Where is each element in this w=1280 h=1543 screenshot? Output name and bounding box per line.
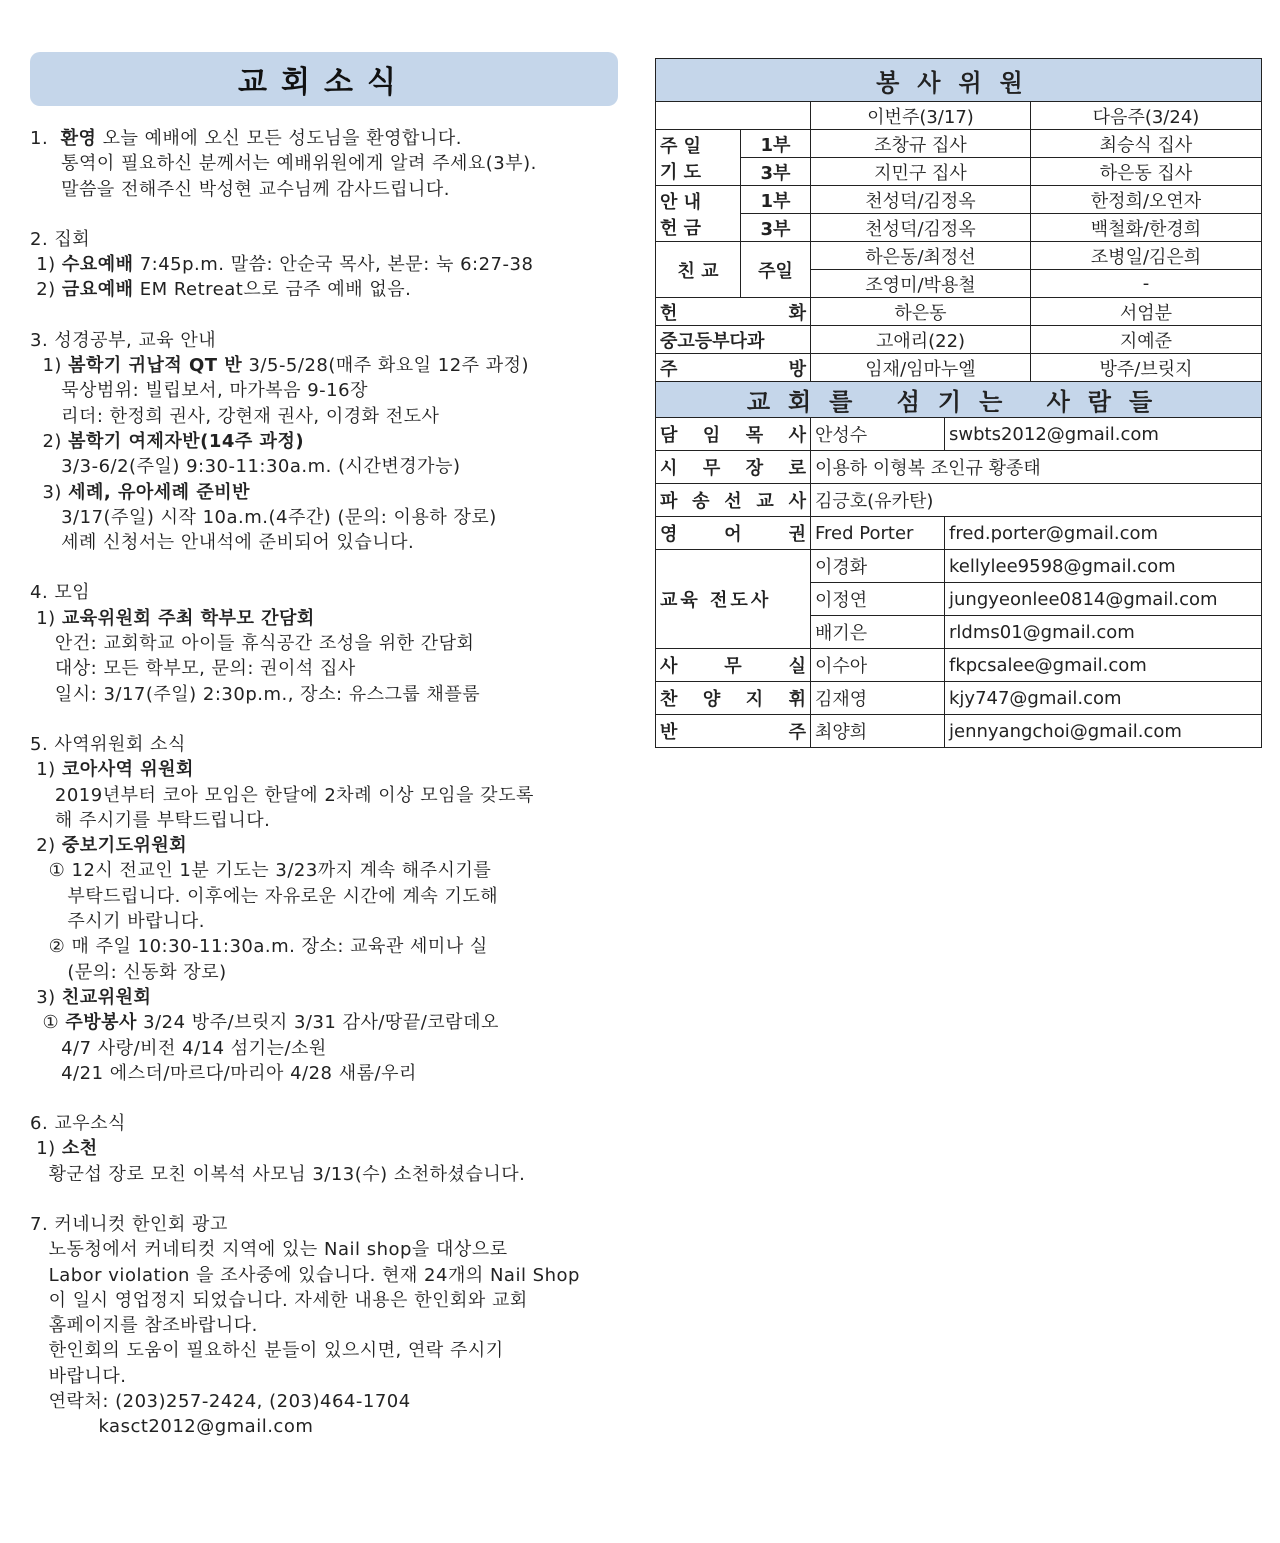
staff-role-char: 교 <box>756 491 774 512</box>
news-section <box>30 328 645 556</box>
edu-email-1: kellylee9598@gmail.com <box>945 550 1262 583</box>
news-line <box>30 960 645 985</box>
staff-role-label <box>656 649 811 682</box>
usher-1-this: 천성덕/김정옥 <box>811 186 1031 214</box>
news-line <box>30 1237 645 1262</box>
staff-role-char: 파 <box>660 491 678 512</box>
news-line-text: Labor violation 을 조사중에 있습니다. 현재 24개의 Nail Shop <box>30 1264 580 1286</box>
news-section <box>30 1212 645 1440</box>
news-line-heading: 수요예배 <box>61 254 134 276</box>
staff-role-label <box>656 682 811 715</box>
news-line <box>30 606 645 631</box>
news-line <box>30 328 645 353</box>
edu-name-3: 배기은 <box>811 616 945 649</box>
prayer-label <box>656 130 741 186</box>
news-line <box>30 1338 645 1363</box>
staff-name: 김긍호(유카탄) <box>811 484 1262 517</box>
news-section <box>30 732 645 1086</box>
news-line-text: 리더: 한정희 권사, 강현재 권사, 이경화 전도사 <box>30 405 440 427</box>
staff-role-char: 임 <box>702 425 721 446</box>
news-line-text: 2) <box>30 279 62 301</box>
news-line <box>30 1212 645 1237</box>
staff-role-char: 사 <box>660 656 678 677</box>
staff-row <box>656 484 1262 517</box>
staff-email: swbts2012@gmail.com <box>945 418 1262 451</box>
news-line-text: 바랍니다. <box>30 1365 127 1387</box>
news-line-rest: 7:45p.m. 말씀: 안순국 목사, 본문: 눅 6:27-38 <box>133 254 534 276</box>
news-line-heading: 금요예배 <box>61 279 134 301</box>
news-line-text: 대상: 모든 학부모, 문의: 권이석 집사 <box>30 658 356 680</box>
usher-label <box>656 186 741 242</box>
fellowship-1-this: 하은동/최정선 <box>811 242 1031 270</box>
staff-role-char: 사 <box>788 425 806 446</box>
news-line <box>30 909 645 934</box>
staff-name: 김재영 <box>811 682 945 715</box>
news-line-text: ① 12시 전교인 1분 기도는 3/23까지 계속 해주시기를 <box>30 860 492 882</box>
staff-email: jennyangchoi@gmail.com <box>945 715 1262 748</box>
staff-email: fkpcsalee@gmail.com <box>945 649 1262 682</box>
staff-row <box>656 418 1262 451</box>
staff-name: 최양희 <box>811 715 945 748</box>
staff-role-char: 휘 <box>788 689 806 710</box>
fellowship-2-this: 조영미/박용철 <box>811 270 1031 298</box>
news-line-text: 세례 신청서는 안내석에 준비되어 있습니다. <box>30 532 415 554</box>
news-line-heading: 소천 <box>61 1138 98 1160</box>
news-line-text: 4. 모임 <box>30 582 91 604</box>
news-line-heading: 친교위원회 <box>61 986 152 1008</box>
staff-name: 이수아 <box>811 649 945 682</box>
staff-role-char: 목 <box>745 425 764 446</box>
edu-email-2: jungyeonlee0814@gmail.com <box>945 583 1262 616</box>
staff-row <box>656 715 1262 748</box>
fellowship-label: 친 교 <box>656 242 741 298</box>
staff-role-char: 양 <box>702 689 721 710</box>
flower-label-b: 화 <box>788 302 806 324</box>
right-column <box>655 58 1261 748</box>
news-line-text: 연락처: (203)257-2424, (203)464-1704 <box>30 1391 411 1413</box>
flower-this: 하은동 <box>811 298 1031 326</box>
news-line-text: 7. 커네니컷 한인회 광고 <box>30 1213 228 1235</box>
news-section <box>30 227 645 303</box>
news-line <box>30 1364 645 1389</box>
news-line <box>30 732 645 757</box>
news-line <box>30 353 645 378</box>
news-line <box>30 1010 645 1035</box>
service-committee-table <box>655 58 1262 382</box>
news-line-text: 한인회의 도움이 필요하신 분들이 있으시면, 연락 주시기 <box>30 1340 504 1362</box>
staff-role-label <box>656 418 811 451</box>
news-line <box>30 1111 645 1136</box>
staff-row <box>656 649 1262 682</box>
church-news-title: 교회소식 <box>30 52 618 106</box>
news-line-text: 이 일시 영업정지 되었습니다. 자세한 내용은 한인회와 교회 <box>30 1289 528 1311</box>
staff-table <box>655 382 1262 748</box>
prayer-1-next: 최승식 집사 <box>1031 130 1262 158</box>
news-line <box>30 682 645 707</box>
staff-role-char: 로 <box>788 458 806 479</box>
staff-email: fred.porter@gmail.com <box>945 517 1262 550</box>
church-news-column <box>30 52 645 1440</box>
news-line <box>30 378 645 403</box>
staff-role-char: 무 <box>724 656 742 677</box>
news-line-text: 3. 성경공부, 교육 안내 <box>30 329 217 351</box>
staff-role-label <box>656 517 811 550</box>
staff-role-char: 반 <box>660 722 678 743</box>
news-line-text: 1) <box>30 355 69 377</box>
news-line <box>30 480 645 505</box>
news-sections <box>30 126 645 1440</box>
youth-this: 고애리(22) <box>811 326 1031 354</box>
staff-role-char: 주 <box>788 722 806 743</box>
news-line-text: 2) <box>30 835 62 857</box>
staff-title: 교회를 섬기는 사람들 <box>656 382 1262 418</box>
staff-name: Fred Porter <box>811 517 945 550</box>
news-line <box>30 580 645 605</box>
news-line <box>30 505 645 530</box>
news-line <box>30 1288 645 1313</box>
edu-pastor-label: 교육 전도사 <box>656 550 811 649</box>
news-line <box>30 985 645 1010</box>
news-line-heading: 코아사역 위원회 <box>61 759 194 781</box>
news-line <box>30 429 645 454</box>
news-line-heading: 중보기도위원회 <box>61 835 188 857</box>
flower-label-a: 헌 <box>660 302 678 324</box>
news-line <box>30 404 645 429</box>
news-line-text: kasct2012@gmail.com <box>30 1416 314 1438</box>
news-line-text: 3/17(주일) 시작 10a.m.(4주간) (문의: 이용하 장로) <box>30 506 497 528</box>
news-line <box>30 454 645 479</box>
news-line-text: (문의: 신동화 장로) <box>30 961 227 983</box>
news-line <box>30 858 645 883</box>
news-line-text: 2) <box>30 430 69 452</box>
news-line <box>30 177 645 202</box>
prayer-label-line1: 주 일 <box>660 135 702 157</box>
staff-role-char: 어 <box>724 524 742 545</box>
usher-1-next: 한정희/오연자 <box>1031 186 1262 214</box>
fellowship-sub-label: 주일 <box>741 242 811 298</box>
next-week-header: 다음주(3/24) <box>1031 102 1262 130</box>
prayer-1-this: 조창규 집사 <box>811 130 1031 158</box>
usher-label-line1: 안 내 <box>660 191 702 213</box>
edu-email-3: rldms01@gmail.com <box>945 616 1262 649</box>
news-line-text: 3/3-6/2(주일) 9:30-11:30a.m. (시간변경가능) <box>30 456 461 478</box>
news-line <box>30 884 645 909</box>
news-line-text: 안건: 교회학교 아이들 휴식공간 조성을 위한 간담회 <box>30 633 475 655</box>
news-line-text: ② 매 주일 10:30-11:30a.m. 장소: 교육관 세미나 실 <box>30 936 488 958</box>
prayer-3-this: 지민구 집사 <box>811 158 1031 186</box>
staff-role-char: 실 <box>788 656 806 677</box>
youth-next: 지예준 <box>1031 326 1262 354</box>
news-line-text: 묵상범위: 빌립보서, 마가복음 9-16장 <box>30 380 368 402</box>
news-line-text: 부탁드립니다. 이후에는 자유로운 시간에 계속 기도해 <box>30 885 499 907</box>
news-line-rest: 3/24 방주/브릿지 3/31 감사/땅끝/코람데오 <box>136 1012 499 1034</box>
news-line-heading: 환영 <box>60 128 97 149</box>
news-line <box>30 252 645 277</box>
usher-label-line2: 헌 금 <box>660 217 702 239</box>
fellowship-2-next: - <box>1031 270 1262 298</box>
news-line <box>30 1414 645 1439</box>
kitchen-label <box>656 354 811 382</box>
news-line-text: 2019년부터 코아 모임은 한달에 2차례 이상 모임을 갖도록 <box>30 784 534 806</box>
edu-name-2: 이정연 <box>811 583 945 616</box>
staff-name: 이용하 이형복 조인규 황종태 <box>811 451 1262 484</box>
news-line <box>30 757 645 782</box>
news-line <box>30 631 645 656</box>
news-line-text: 2. 집회 <box>30 228 91 250</box>
news-line-heading: 세례, 유아세례 준비반 <box>68 481 251 503</box>
usher-1-label: 1부 <box>741 186 811 214</box>
news-line-text: 노동청에서 커네티컷 지역에 있는 Nail shop을 대상으로 <box>30 1239 508 1261</box>
news-line <box>30 126 645 151</box>
news-line-text: 황군섭 장로 모친 이복석 사모님 3/13(수) 소천하셨습니다. <box>30 1163 526 1185</box>
news-line-text: ① <box>30 1012 66 1034</box>
kitchen-label-a: 주 <box>660 358 678 380</box>
staff-row <box>656 517 1262 550</box>
news-line-text: 1) <box>30 1138 62 1160</box>
service-committee-title: 봉사위원 <box>656 59 1262 102</box>
fellowship-1-next: 조병일/김은희 <box>1031 242 1262 270</box>
edu-name-1: 이경화 <box>811 550 945 583</box>
staff-role-char: 송 <box>692 491 710 512</box>
news-line-text: 4/21 에스더/마르다/마리아 4/28 새롬/우리 <box>30 1062 417 1084</box>
this-week-header: 이번주(3/17) <box>811 102 1031 130</box>
flower-next: 서엄분 <box>1031 298 1262 326</box>
news-line <box>30 530 645 555</box>
staff-name: 안성수 <box>811 418 945 451</box>
news-line <box>30 1389 645 1414</box>
news-line <box>30 833 645 858</box>
staff-role-label <box>656 451 811 484</box>
flower-label <box>656 298 811 326</box>
youth-refreshment-label: 중고등부다과 <box>656 326 811 354</box>
staff-role-char: 권 <box>788 524 806 545</box>
news-line-heading: 교육위원회 주최 학부모 간담회 <box>61 607 315 629</box>
news-line-text: 1) <box>30 759 62 781</box>
news-line-text: 1) <box>30 607 62 629</box>
news-line <box>30 1263 645 1288</box>
news-line-text: 해 주시기를 부탁드립니다. <box>30 809 271 831</box>
news-line-text: 말씀을 전해주신 박성현 교수님께 감사드립니다. <box>30 178 450 200</box>
news-line-text: 홈페이지를 참조바랍니다. <box>30 1315 258 1337</box>
kitchen-label-b: 방 <box>788 358 806 380</box>
news-line-text: 1. <box>30 128 61 149</box>
staff-row <box>656 682 1262 715</box>
news-line <box>30 934 645 959</box>
news-line-heading: 주방봉사 <box>65 1012 137 1034</box>
news-line <box>30 1162 645 1187</box>
news-line-rest: 3/5-5/28(매주 화요일 12주 과정) <box>242 355 530 377</box>
news-line-text: 통역이 필요하신 분께서는 예배위원에게 알려 주세요(3부). <box>30 153 537 175</box>
kitchen-next: 방주/브릿지 <box>1031 354 1262 382</box>
staff-role-char: 지 <box>745 689 764 710</box>
news-line-text: 일시: 3/17(주일) 2:30p.m., 장소: 유스그룹 채플룸 <box>30 683 481 705</box>
news-line <box>30 1313 645 1338</box>
usher-3-next: 백철화/한경희 <box>1031 214 1262 242</box>
usher-3-this: 천성덕/김정옥 <box>811 214 1031 242</box>
news-line <box>30 1061 645 1086</box>
news-line <box>30 1036 645 1061</box>
staff-email: kjy747@gmail.com <box>945 682 1262 715</box>
staff-role-char: 무 <box>702 458 721 479</box>
staff-row <box>656 451 1262 484</box>
news-line <box>30 1136 645 1161</box>
service-3-label: 3부 <box>741 158 811 186</box>
usher-3-label: 3부 <box>741 214 811 242</box>
news-line-text: 5. 사역위원회 소식 <box>30 733 186 755</box>
news-line-text: 주시기 바랍니다. <box>30 911 205 933</box>
staff-role-label <box>656 715 811 748</box>
news-section <box>30 580 645 706</box>
staff-role-label <box>656 484 811 517</box>
staff-role-char: 담 <box>660 425 678 446</box>
news-line <box>30 227 645 252</box>
news-line <box>30 277 645 302</box>
staff-role-char: 시 <box>660 458 678 479</box>
news-line-text: 6. 교우소식 <box>30 1113 126 1135</box>
kitchen-this: 임재/임마누엘 <box>811 354 1031 382</box>
staff-role-char: 장 <box>745 458 764 479</box>
news-line-rest: 오늘 예배에 오신 모든 성도님을 환영합니다. <box>96 128 462 149</box>
news-line-heading: 봄학기 귀납적 QT 반 <box>68 355 243 377</box>
news-line-rest: EM Retreat으로 금주 예배 없음. <box>133 279 412 301</box>
news-line-heading: 봄학기 여제자반(14주 과정) <box>68 430 305 452</box>
staff-role-char: 찬 <box>660 689 678 710</box>
news-line-text: 4/7 사랑/비전 4/14 섬기는/소원 <box>30 1037 327 1059</box>
news-line <box>30 656 645 681</box>
news-line <box>30 808 645 833</box>
staff-role-char: 영 <box>660 524 678 545</box>
news-section <box>30 1111 645 1187</box>
empty-header-cell <box>656 102 811 130</box>
news-section <box>30 126 645 202</box>
prayer-3-next: 하은동 집사 <box>1031 158 1262 186</box>
news-line <box>30 151 645 176</box>
staff-role-char: 선 <box>724 491 742 512</box>
news-line-text: 3) <box>30 986 62 1008</box>
service-1-label: 1부 <box>741 130 811 158</box>
staff-role-char: 사 <box>788 491 806 512</box>
news-line-text: 3) <box>30 481 69 503</box>
prayer-label-line2: 기 도 <box>660 161 702 183</box>
news-line-text: 1) <box>30 254 62 276</box>
news-line <box>30 783 645 808</box>
